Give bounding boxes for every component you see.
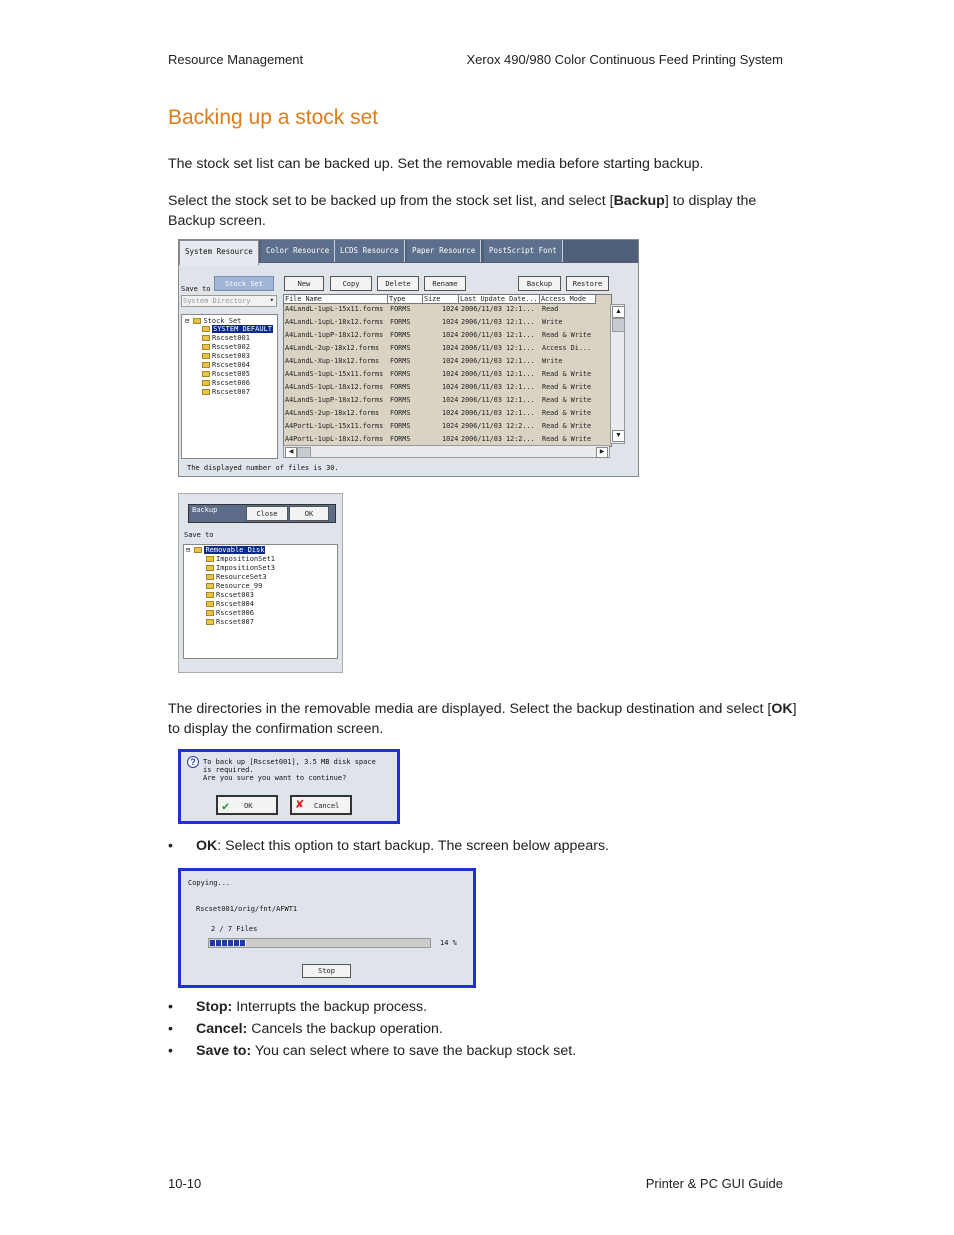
folder-icon	[206, 583, 214, 589]
tree-item-label: Rscset007	[212, 388, 250, 396]
table-cell: A4LandS-1upL-18x12.forms	[285, 383, 384, 391]
folder-icon	[202, 380, 210, 386]
table-cell: 1024	[442, 370, 459, 378]
folder-icon	[206, 574, 214, 580]
collapse-icon: ⊟	[185, 317, 190, 325]
table-cell: FORMS	[390, 435, 411, 443]
tree-item-label: Rscset001	[212, 334, 250, 342]
table-row[interactable]	[284, 331, 611, 342]
table-cell: A4LandL-1upL-15x11.forms	[285, 305, 384, 313]
stock-set-screen	[178, 239, 639, 477]
folder-icon	[202, 344, 210, 350]
table-cell: FORMS	[390, 396, 411, 404]
tree-item[interactable]	[202, 379, 250, 387]
folder-icon	[206, 601, 214, 607]
delete-button[interactable]: Delete	[377, 276, 419, 291]
tree-root-label: Removable Disk	[205, 546, 265, 554]
tree-item[interactable]	[202, 343, 250, 351]
vertical-scrollbar[interactable]	[610, 304, 625, 444]
progress-fill	[210, 940, 246, 946]
stock-set-button[interactable]: Stock Set	[214, 276, 274, 291]
bullet-icon: •	[168, 1043, 173, 1059]
column-header-file-name[interactable]: File Name	[284, 295, 388, 304]
tree-item-label: Rscset003	[212, 352, 250, 360]
table-cell: Read & Write	[542, 422, 592, 430]
table-cell: A4LandL-2up-18x12.forms	[285, 344, 380, 352]
table-cell: 2006/11/03 12:2...	[461, 435, 535, 443]
table-row[interactable]	[284, 383, 611, 394]
tree-item[interactable]	[202, 388, 250, 396]
backup-screen	[178, 493, 343, 673]
table-cell: Write	[542, 318, 563, 326]
copying-dialog	[178, 868, 476, 988]
table-row[interactable]	[284, 318, 611, 329]
save-to-label: Save to	[184, 531, 214, 539]
table-cell: FORMS	[390, 370, 411, 378]
table-cell: Read & Write	[542, 435, 592, 443]
table-cell: 2006/11/03 12:1...	[461, 370, 535, 378]
file-count-status: The displayed number of files is 30.	[187, 464, 339, 472]
stock-set-tree	[181, 314, 278, 459]
scroll-right-icon[interactable]: ▶	[596, 447, 608, 458]
table-cell: FORMS	[390, 331, 411, 339]
close-button[interactable]: Close	[246, 506, 288, 521]
table-cell: FORMS	[390, 422, 411, 430]
table-cell: 1024	[442, 383, 459, 391]
folder-icon	[206, 619, 214, 625]
footer-guide-title: Printer & PC GUI Guide	[645, 1176, 783, 1191]
folder-icon	[202, 335, 210, 341]
table-cell: FORMS	[390, 383, 411, 391]
instruction-paragraph: Select the stock set to be backed up from the stock set list, and select [Backup] to display the Backup screen.	[168, 193, 757, 229]
table-cell: A4LandS-1upP-18x12.forms	[285, 396, 384, 404]
scroll-thumb-horizontal[interactable]	[297, 447, 311, 458]
tree-item[interactable]	[206, 591, 254, 599]
table-cell: 2006/11/03 12:1...	[461, 396, 535, 404]
table-cell: 2006/11/03 12:1...	[461, 331, 535, 339]
table-cell: FORMS	[390, 344, 411, 352]
table-cell: 1024	[442, 396, 459, 404]
table-cell: A4LandL-1upP-18x12.forms	[285, 331, 384, 339]
tree-item-label: Rscset005	[212, 370, 250, 378]
tab-system-resource[interactable]: System Resource	[179, 240, 259, 265]
tree-item-label: Rscset003	[216, 591, 254, 599]
directory-select-value: System Directory	[183, 297, 251, 305]
confirm-line-3: Are you sure you want to continue?	[203, 774, 347, 782]
folder-icon	[193, 318, 201, 324]
table-cell: Write	[542, 357, 563, 365]
table-cell: 1024	[442, 409, 459, 417]
tree-item[interactable]	[206, 555, 275, 563]
progress-percent: 14 %	[440, 939, 457, 947]
running-header-title: Xerox 490/980 Color Continuous Feed Printing System	[466, 52, 783, 67]
folder-icon	[206, 556, 214, 562]
directory-select[interactable]	[181, 295, 277, 307]
x-icon: ✘	[296, 797, 304, 812]
tree-root[interactable]	[186, 546, 265, 554]
table-cell: 1024	[442, 318, 459, 326]
destination-paragraph: The directories in the removable media are displayed. Select the backup destination and select [OK] to display the confirmation screen.	[168, 701, 797, 737]
bullet-icon: •	[168, 1021, 173, 1037]
tree-item-label: ResourceSet3	[216, 573, 267, 581]
tab-paper-resource[interactable]: Paper Resource	[407, 240, 481, 262]
table-cell: 1024	[442, 305, 459, 313]
table-cell: A4LandS-1upL-15x11.forms	[285, 370, 384, 378]
table-cell: Read	[542, 305, 559, 313]
table-cell: 1024	[442, 357, 459, 365]
ok-button-label: OK	[244, 802, 253, 810]
horizontal-scrollbar[interactable]	[283, 445, 610, 458]
table-cell: Read & Write	[542, 383, 592, 391]
table-cell: Read & Write	[542, 370, 592, 378]
folder-icon	[194, 547, 202, 553]
confirm-line-2: is required.	[203, 766, 254, 774]
folder-icon	[206, 565, 214, 571]
tree-item[interactable]	[202, 370, 250, 378]
table-row[interactable]	[284, 396, 611, 407]
cancel-button[interactable]	[290, 795, 352, 815]
file-list-table	[283, 294, 612, 447]
scroll-down-icon[interactable]: ▼	[612, 430, 625, 442]
bullet-icon: •	[168, 838, 173, 854]
folder-icon	[206, 592, 214, 598]
table-cell: 2006/11/03 12:1...	[461, 305, 535, 313]
tree-item[interactable]	[206, 618, 254, 626]
tree-item-label: Resource_99	[216, 582, 263, 590]
ok-button[interactable]	[216, 795, 278, 815]
tree-item[interactable]	[206, 582, 262, 590]
copying-path: Rscset001/orig/fnt/AFWT1	[196, 905, 298, 913]
tree-item-label: Rscset006	[216, 609, 254, 617]
tab-color-resource[interactable]: Color Resource	[261, 240, 335, 262]
table-cell: 2006/11/03 12:1...	[461, 409, 535, 417]
backup-button[interactable]: Backup	[518, 276, 561, 291]
new-button[interactable]: New	[284, 276, 324, 291]
table-cell: 2006/11/03 12:1...	[461, 344, 535, 352]
scroll-up-icon[interactable]: ▲	[612, 306, 625, 318]
restore-button[interactable]: Restore	[566, 276, 609, 291]
tree-item-label: Rscset007	[216, 618, 254, 626]
table-cell: 2006/11/03 12:2...	[461, 422, 535, 430]
save-to-label: Save to	[181, 285, 211, 293]
tree-item-label: ImpositionSet3	[216, 564, 276, 572]
column-header-type[interactable]: Type	[388, 295, 423, 304]
scroll-thumb[interactable]	[612, 318, 625, 332]
table-cell: FORMS	[390, 305, 411, 313]
tree-item-label: Rscset002	[212, 343, 250, 351]
tree-item[interactable]	[202, 352, 250, 360]
folder-icon	[202, 353, 210, 359]
column-header-size[interactable]: Size	[423, 295, 459, 304]
chevron-down-icon: ▾	[269, 296, 274, 304]
column-header-access-mode[interactable]: Access Mode	[540, 295, 596, 304]
tree-item[interactable]	[202, 325, 273, 333]
table-cell: A4LandL-1upL-18x12.forms	[285, 318, 384, 326]
tree-item[interactable]	[206, 600, 254, 608]
table-row[interactable]	[284, 357, 611, 368]
tree-item[interactable]	[202, 334, 250, 342]
rename-button[interactable]: Rename	[424, 276, 466, 291]
table-cell: 1024	[442, 422, 459, 430]
folder-icon	[206, 610, 214, 616]
stop-button[interactable]: Stop	[302, 964, 351, 978]
table-cell: FORMS	[390, 318, 411, 326]
table-cell: 2006/11/03 12:1...	[461, 357, 535, 365]
tree-item[interactable]	[206, 573, 267, 581]
table-cell: 1024	[442, 344, 459, 352]
cancel-button-label: Cancel	[314, 802, 340, 810]
collapse-icon: ⊟	[186, 546, 191, 554]
tree-item[interactable]	[206, 564, 275, 572]
table-row[interactable]	[284, 422, 611, 433]
bullet-icon: •	[168, 999, 173, 1015]
table-row[interactable]	[284, 409, 611, 420]
table-row[interactable]	[284, 305, 611, 316]
tab-lcds-resource[interactable]: LCDS Resource	[335, 240, 405, 262]
column-header-last-update[interactable]: Last Update Date...	[459, 295, 540, 304]
copying-file-count: 2 / 7 Files	[211, 925, 258, 933]
table-cell: Read & Write	[542, 409, 592, 417]
checkmark-icon: ✔	[222, 799, 230, 813]
table-row[interactable]	[284, 344, 611, 355]
question-icon: ?	[187, 756, 199, 768]
table-cell: A4LandL-Xup-18x12.forms	[285, 357, 380, 365]
table-cell: A4PortL-1upL-15x11.forms	[285, 422, 384, 430]
section-title: Backing up a stock set	[168, 106, 379, 129]
tree-root[interactable]	[185, 317, 241, 325]
table-cell: 2006/11/03 12:1...	[461, 383, 535, 391]
table-cell: FORMS	[390, 409, 411, 417]
folder-icon	[202, 371, 210, 377]
tree-item-label: ImpositionSet1	[216, 555, 276, 563]
tree-item-label: SYSTEM DEFAULT	[213, 325, 273, 333]
copying-title: Copying...	[188, 879, 231, 887]
folder-icon	[202, 362, 210, 368]
page-number: 10-10	[168, 1176, 202, 1191]
table-cell: Access Di...	[542, 344, 592, 352]
table-cell: FORMS	[390, 357, 411, 365]
progress-bar	[208, 938, 431, 948]
folder-icon	[202, 326, 210, 332]
intro-paragraph: The stock set list can be backed up. Set the removable media before starting backup.	[168, 156, 704, 172]
confirm-line-1: To back up [Rscset001], 3.5 MB disk space	[203, 758, 376, 766]
scroll-left-icon[interactable]: ◀	[285, 447, 297, 458]
table-cell: 1024	[442, 435, 459, 443]
tree-item[interactable]	[202, 361, 250, 369]
tree-item-label: Rscset004	[212, 361, 250, 369]
removable-disk-tree	[183, 544, 338, 659]
table-row[interactable]	[284, 370, 611, 381]
tree-root-label: Stock Set	[203, 317, 242, 325]
tree-item-label: Rscset006	[212, 379, 250, 387]
table-cell: 1024	[442, 331, 459, 339]
table-cell: Read & Write	[542, 396, 592, 404]
table-cell: A4LandS-2up-18x12.forms	[285, 409, 380, 417]
running-header-section: Resource Management	[168, 52, 304, 67]
folder-icon	[202, 389, 210, 395]
tree-item[interactable]	[206, 609, 254, 617]
table-cell: Read & Write	[542, 331, 592, 339]
backup-title: Backup	[192, 506, 218, 514]
confirm-dialog	[178, 749, 400, 824]
table-cell: 2006/11/03 12:1...	[461, 318, 535, 326]
table-cell: A4PortL-1upL-18x12.forms	[285, 435, 384, 443]
tree-item-label: Rscset004	[216, 600, 254, 608]
ok-button[interactable]: OK	[289, 506, 329, 521]
copy-button[interactable]: Copy	[330, 276, 372, 291]
tab-postscript-font[interactable]: PostScript Font	[484, 240, 563, 262]
